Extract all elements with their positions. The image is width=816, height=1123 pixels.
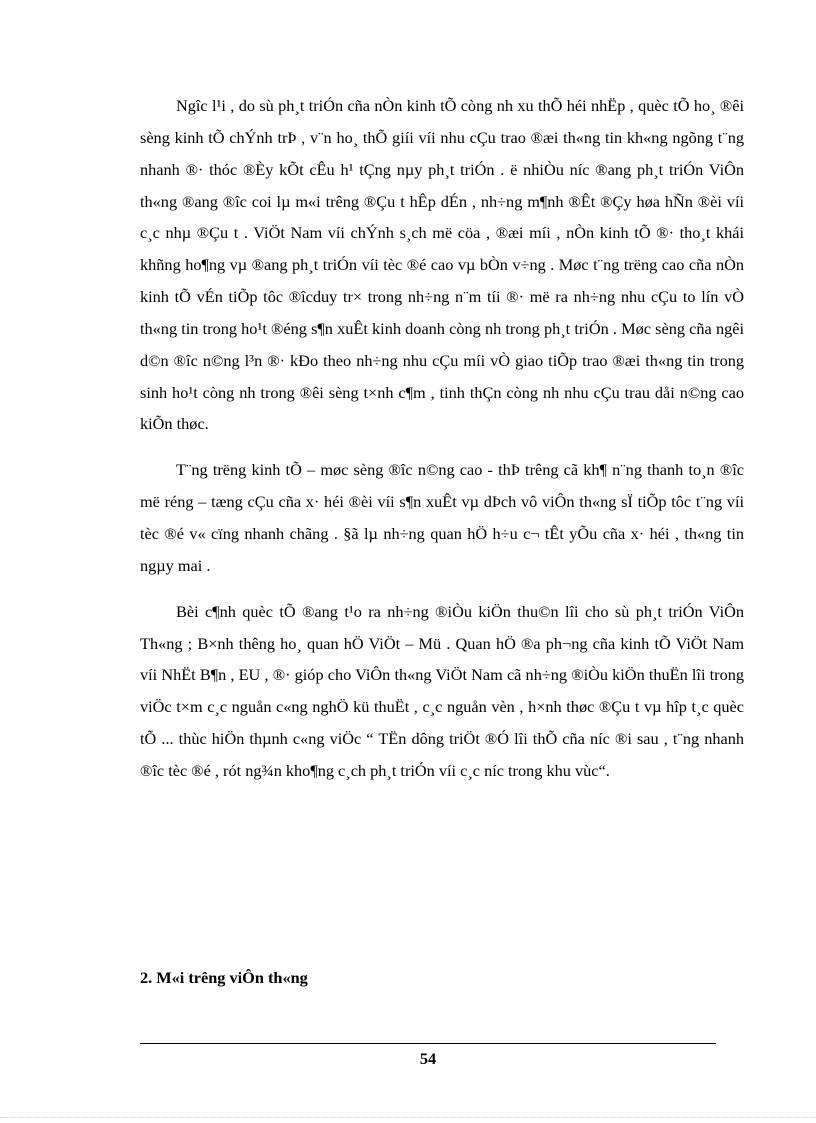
section-heading: 2. M«i trêng viÔn th«ng (140, 968, 308, 987)
paragraph-3: Bèi c¶nh quèc tÕ ®ang t¹o ra nh÷ng ®iÒu kiÖn thu©n lîi cho sù ph¸t triÓn ViÔn Th«ng ; B×nh thêng ho¸ quan hÖ ViÖt – Mü . Quan hÖ ®a ph¬ng cña kinh tÕ ViÖt Nam víi NhËt B¶n , EU , ®· gióp cho ViÔn th«ng ViÖt Nam cã nh÷ng ®iÒu kiÖn thuËn lîi trong viÖc t×m c¸c nguån c«ng nghÖ kü thuËt , c¸c nguån vèn , h×nh thøc ®Çu t vµ hîp t¸c quèc tÕ ... thùc hiÖn thµnh c«ng viÖc “ TËn dông triÖt ®Ó lîi thÕ cña níc ®i sau , t¨ng nhanh ®îc tèc ®é , rót ng¾n kho¶ng c¸ch ph¸t triÓn víi c¸c níc trong khu vùc“. (140, 601, 744, 780)
paragraph-1: Ngîc l¹i , do sù ph¸t triÓn cña nÒn kinh tÕ còng nh xu thÕ héi nhËp , quèc tÕ ho¸ ®êi sèng kinh tÕ chÝnh trÞ , v¨n ho¸ thÕ giíi víi nhu cÇu trao ®æi th«ng tin kh«ng ngõng t¨ng nhanh ®· thóc ®Èy kÕt cÊu h¹ tÇng nµy ph¸t triÓn . ë nhiÒu níc ®ang ph¸t triÓn ViÔn th«ng ®ang ®îc coi lµ m«i trêng ®Çu t hÊp dÉn , nh÷ng m¶nh ®Êt ®Çy høa hÑn ®èi víi c¸c nhµ ®Çu t . ViÖt Nam víi chÝnh s¸ch më cöa , ®æi míi , nÒn kinh tÕ ®· tho¸t khái khñng ho¶ng vµ ®ang ph¸t triÓn víi tèc ®é cao vµ bÒn v÷ng . Møc t¨ng trëng cao cña nÒn kinh tÕ vÉn tiÕp tôc ®îcduy tr× trong nh÷ng n¨m tíi ®· më ra nh÷ng nhu cÇu to lín vÒ th«ng tin trong ho¹t ®éng s¶n xuÊt kinh doanh còng nh trong ph¸t triÓn . Møc sèng cña ngêi d©n ®îc n©ng l³n ®· kÐo theo nh÷ng nhu cÇu míi vÒ giao tiÕp trao ®æi th«ng tin trong sinh ho¹t còng nh trong ®êi sèng t×nh c¶m , tinh thÇn còng nh nhu cÇu trau dåi n©ng cao kiÕn thøc. (140, 96, 744, 434)
body-text (140, 90, 744, 801)
footer-divider (140, 1043, 716, 1044)
page-bottom-border (0, 1117, 816, 1118)
paragraph-2: T¨ng trëng kinh tÕ – møc sèng ®îc n©ng cao - thÞ trêng cã kh¶ n¨ng thanh to¸n ®îc më réng – tæng cÇu cña x· héi ®èi víi s¶n xuÊt vµ dÞch vô viÔn th«ng sÏ tiÕp tôc t¨ng víi tèc ®é v« cïng nhanh chãng . §ã lµ nh÷ng quan hÖ h÷u c¬ tÊt yÕu cña x· héi , th«ng tin ngµy mai . (140, 460, 744, 575)
page-number: 54 (419, 1049, 437, 1068)
